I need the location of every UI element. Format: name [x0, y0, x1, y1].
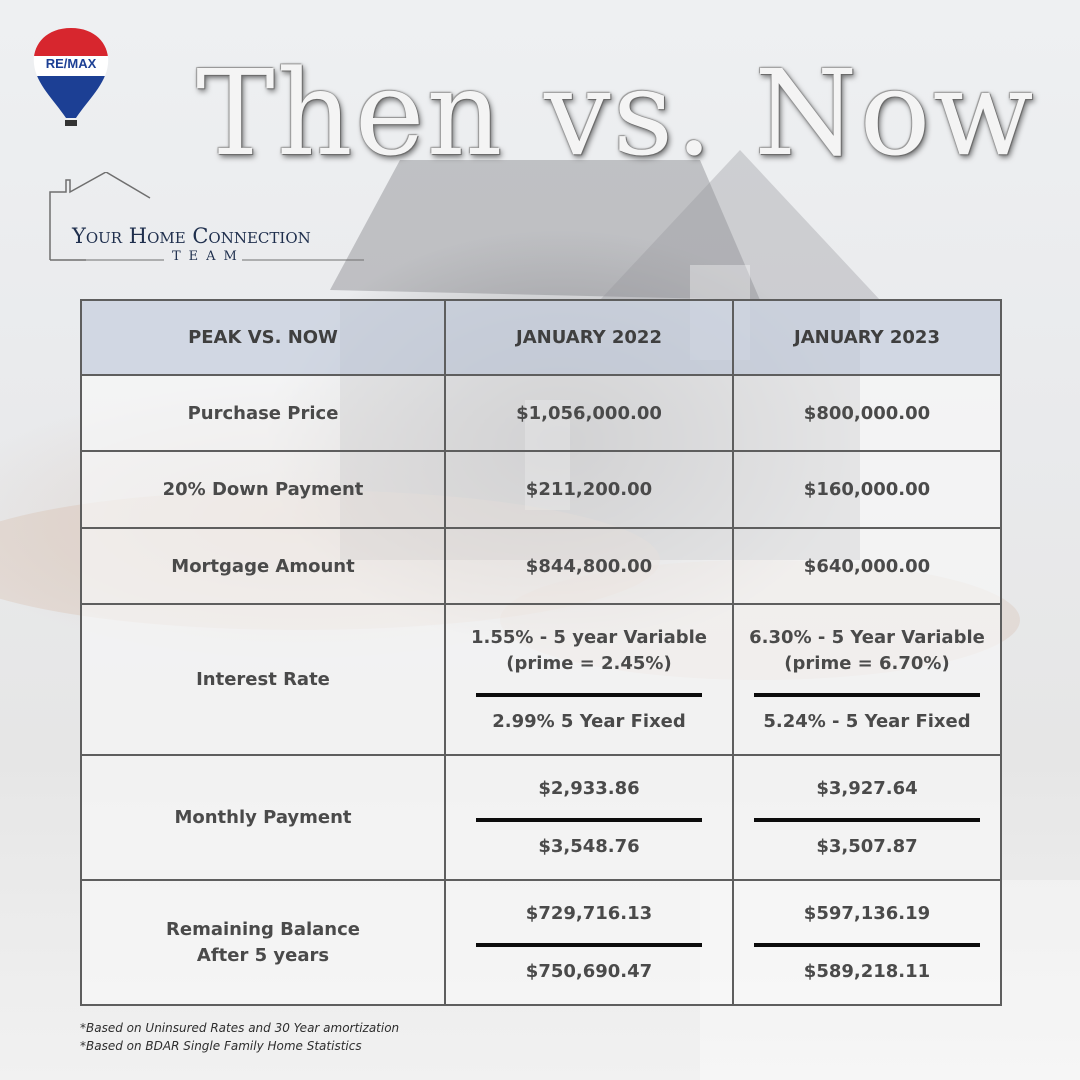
table-row-interest-rate [81, 604, 1001, 755]
footnotes [80, 1019, 399, 1055]
team-name: Your Home Connection [72, 224, 311, 248]
fixed-rate-2023: 5.24% - 5 Year Fixed [763, 710, 971, 732]
balance-variable-2023: $597,136.19 [803, 902, 931, 924]
divider-rule [476, 818, 702, 822]
table-row [81, 451, 1001, 528]
cell-value: $844,800.00 [445, 528, 733, 604]
remaining-balance-line2: After 5 years [196, 944, 330, 966]
cell-value: $800,000.00 [733, 375, 1001, 451]
cell-value: $160,000.00 [733, 451, 1001, 528]
variable-rate-2023: 6.30% - 5 Year Variable [749, 626, 985, 648]
variable-rate-2022: 1.55% - 5 year Variable [470, 626, 708, 648]
row-label-monthly-payment: Monthly Payment [81, 755, 445, 880]
monthly-fixed-2022: $3,548.76 [538, 835, 640, 857]
cell-split [733, 880, 1001, 1005]
cell-split [733, 755, 1001, 880]
team-subtitle: TEAM [172, 249, 245, 264]
header-january-2023: JANUARY 2023 [733, 300, 1001, 375]
divider-rule [754, 818, 980, 822]
prime-rate-2023: (prime = 6.70%) [784, 652, 950, 674]
cell-split [445, 880, 733, 1005]
cell-split [445, 604, 733, 755]
comparison-table [80, 299, 1002, 1006]
divider-rule [754, 943, 980, 947]
prime-rate-2022: (prime = 2.45%) [506, 652, 672, 674]
balance-variable-2022: $729,716.13 [525, 902, 653, 924]
balance-fixed-2023: $589,218.11 [803, 960, 931, 982]
footnote-amortization: *Based on Uninsured Rates and 30 Year amortization [80, 1021, 400, 1035]
svg-text:RE/MAX: RE/MAX [45, 56, 97, 71]
table-row-remaining-balance [81, 880, 1001, 1005]
cell-value: $211,200.00 [445, 451, 733, 528]
monthly-fixed-2023: $3,507.87 [816, 835, 918, 857]
balance-fixed-2022: $750,690.47 [525, 960, 653, 982]
table-row [81, 375, 1001, 451]
table-row [81, 528, 1001, 604]
table-row-monthly-payment [81, 755, 1001, 880]
row-label-down-payment: 20% Down Payment [81, 451, 445, 528]
row-label-purchase-price: Purchase Price [81, 375, 445, 451]
footnote-statistics: *Based on BDAR Single Family Home Statistics [80, 1039, 362, 1053]
table-header-row [81, 300, 1001, 375]
cell-value: $1,056,000.00 [445, 375, 733, 451]
header-january-2022: JANUARY 2022 [445, 300, 733, 375]
row-label-remaining-balance [81, 880, 445, 1005]
divider-rule [754, 693, 980, 697]
monthly-variable-2023: $3,927.64 [816, 777, 918, 799]
row-label-interest-rate: Interest Rate [81, 604, 445, 755]
cell-split [445, 755, 733, 880]
fixed-rate-2022: 2.99% 5 Year Fixed [492, 710, 686, 732]
remaining-balance-line1: Remaining Balance [166, 918, 360, 940]
divider-rule [476, 943, 702, 947]
row-label-mortgage-amount: Mortgage Amount [81, 528, 445, 604]
remax-balloon-icon [30, 26, 112, 130]
monthly-variable-2022: $2,933.86 [538, 777, 640, 799]
headline-title: Then vs. Now [196, 44, 1036, 182]
header-peak-vs-now: PEAK VS. NOW [81, 300, 445, 375]
cell-split [733, 604, 1001, 755]
cell-value: $640,000.00 [733, 528, 1001, 604]
divider-rule [476, 693, 702, 697]
